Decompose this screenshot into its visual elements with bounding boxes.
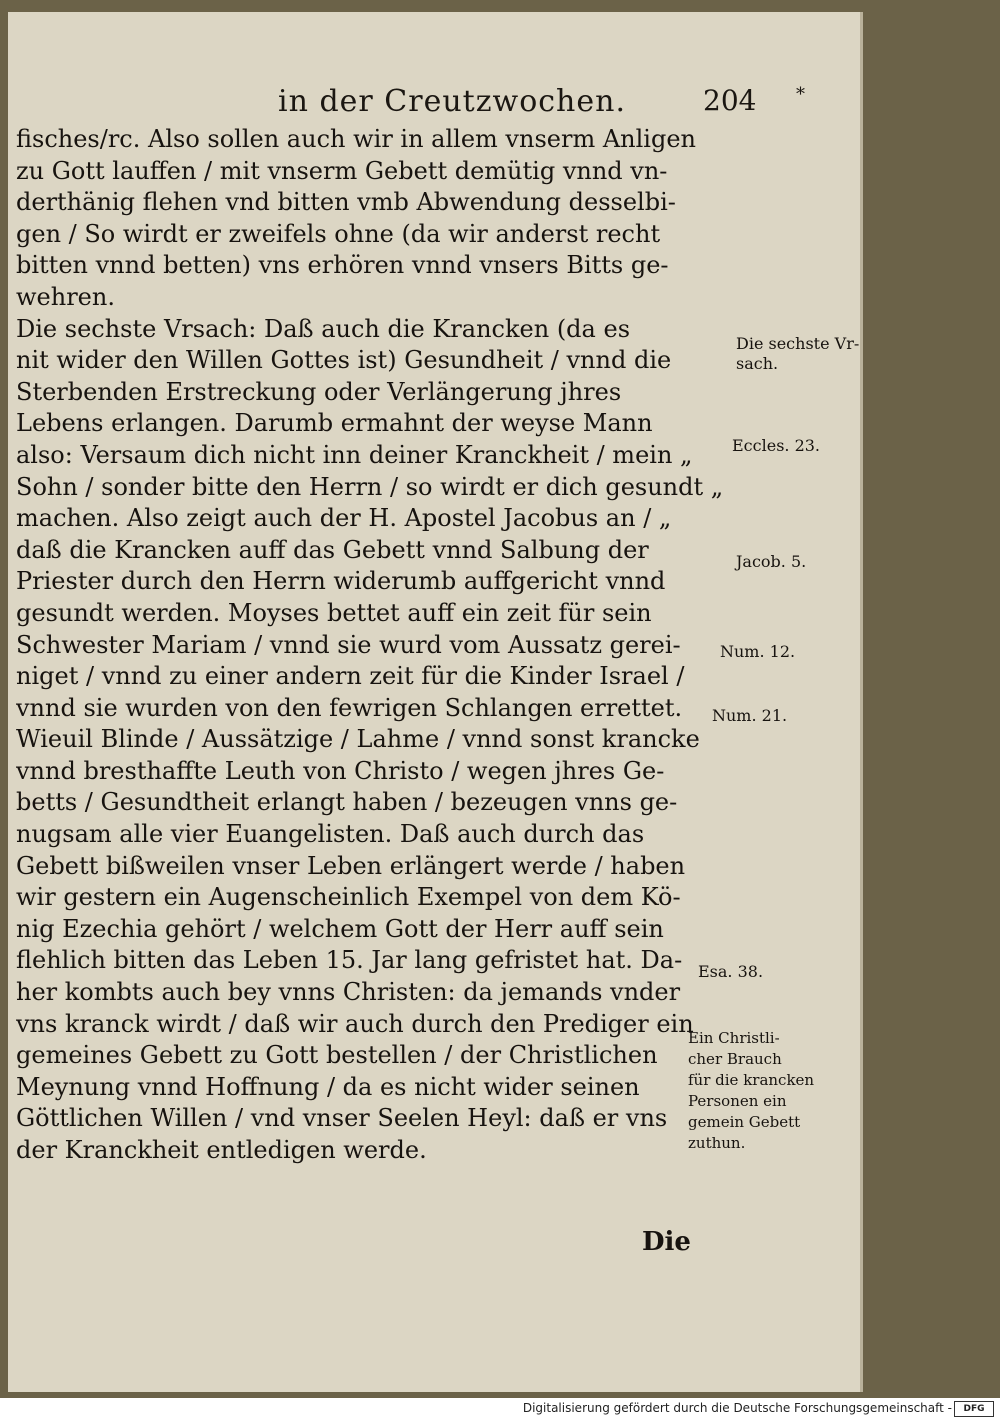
text-line: machen. Also zeigt auch der H. Apostel Jacobus an / „ xyxy=(16,504,672,533)
margin-note-num-12: Num. 12. xyxy=(720,642,796,661)
text-line: her kombts auch bey vnns Christen: da jemands vnder xyxy=(16,978,681,1007)
margin-line: Ein Christli- xyxy=(688,1029,780,1047)
text-line: Gebett bißweilen vnser Leben erlängert werde / haben xyxy=(16,851,686,880)
margin-line: Die sechste Vr- xyxy=(736,334,860,353)
text-line: Meynung vnnd Hoffnung / da es nicht wider seinen xyxy=(16,1072,640,1101)
margin-line: sach. xyxy=(736,354,779,373)
text-line: daß die Krancken auff das Gebett vnnd Salbung der xyxy=(16,535,649,564)
margin-note-eccles: Eccles. 23. xyxy=(732,436,821,455)
margin-note-jacob: Jacob. 5. xyxy=(736,552,807,571)
margin-note-gebett xyxy=(688,1028,814,1154)
text-line: niget / vnnd zu einer andern zeit für die Kinder Israel / xyxy=(16,662,685,691)
running-head: in der Creutzwochen. xyxy=(278,84,626,119)
text-line: Die sechste Vrsach: Daß auch die Krancken (da es xyxy=(16,314,631,343)
text-line: Sohn / sonder bitte den Herrn / so wirdt er dich gesundt „ xyxy=(16,472,724,501)
book-page xyxy=(8,12,863,1392)
text-line: Schwester Mariam / vnnd sie wurd vom Aussatz gerei- xyxy=(16,630,681,659)
margin-line: gemein Gebett xyxy=(688,1113,801,1131)
body-text xyxy=(16,124,736,1167)
text-line: gemeines Gebett zu Gott bestellen / der Christlichen xyxy=(16,1041,658,1070)
text-line: vnnd bresthaffte Leuth von Christo / wegen jhres Ge- xyxy=(16,756,665,785)
margin-line: zuthun. xyxy=(688,1134,746,1152)
text-line: Lebens erlangen. Darumb ermahnt der weyse Mann xyxy=(16,409,653,438)
text-line: wehren. xyxy=(16,282,115,311)
text-line: der Kranckheit entledigen werde. xyxy=(16,1136,427,1164)
text-line: Sterbenden Erstreckung oder Verlängerung jhres xyxy=(16,377,622,406)
page-number: 204 xyxy=(703,84,757,117)
text-line: flehlich bitten das Leben 15. Jar lang gefristet hat. Da- xyxy=(16,946,683,975)
text-line: Wieuil Blinde / Aussätzige / Lahme / vnnd sonst krancke xyxy=(16,725,700,754)
text-line: Göttlichen Willen / vnd vnser Seelen Heyl: daß er vns xyxy=(16,1104,668,1133)
margin-line: Personen ein xyxy=(688,1092,787,1110)
text-line: gesundt werden. Moyses bettet auff ein zeit für sein xyxy=(16,598,652,627)
text-line: wir gestern ein Augenscheinlich Exempel von dem Kö- xyxy=(16,883,681,912)
margin-note-num-21: Num. 21. xyxy=(712,706,788,725)
dfg-logo: DFG xyxy=(954,1401,994,1417)
footer-credit: Digitalisierung gefördert durch die Deutsche Forschungsgemeinschaft - xyxy=(522,1401,952,1415)
text-line: derthänig flehen vnd bitten vmb Abwendung desselbi- xyxy=(16,188,676,217)
text-line: nit wider den Willen Gottes ist) Gesundheit / vnnd die xyxy=(16,346,672,375)
footer-bar xyxy=(0,1398,1000,1419)
margin-line: für die krancken xyxy=(688,1071,815,1089)
margin-note-esa: Esa. 38. xyxy=(698,962,764,981)
text-line: vns kranck wirdt / daß wir auch durch den Prediger ein xyxy=(16,1009,694,1038)
text-line: fisches/rc. Also sollen auch wir in allem vnserm Anligen xyxy=(16,125,696,153)
text-line: betts / Gesundtheit erlangt haben / bezeugen vnns ge- xyxy=(16,788,678,817)
text-line: nig Ezechia gehört / welchem Gott der Herr auff sein xyxy=(16,914,664,943)
margin-note-sechste-vrsach xyxy=(736,334,859,374)
margin-line: cher Brauch xyxy=(688,1050,782,1068)
text-line: vnnd sie wurden von den fewrigen Schlangen errettet. xyxy=(16,693,683,722)
text-line: Priester durch den Herrn widerumb auffgericht vnnd xyxy=(16,567,666,596)
catchword: Die xyxy=(642,1227,691,1257)
star-mark: * xyxy=(796,84,805,105)
text-line: gen / So wirdt er zweifels ohne (da wir anderst recht xyxy=(16,219,661,248)
text-line: bitten vnnd betten) vns erhören vnnd vnsers Bitts ge- xyxy=(16,251,669,280)
page-header xyxy=(278,84,818,124)
text-line: zu Gott lauffen / mit vnserm Gebett demütig vnnd vn- xyxy=(16,156,668,185)
text-line: nugsam alle vier Euangelisten. Daß auch durch das xyxy=(16,820,645,849)
text-line: also: Versaum dich nicht inn deiner Kranckheit / mein „ xyxy=(16,440,693,469)
